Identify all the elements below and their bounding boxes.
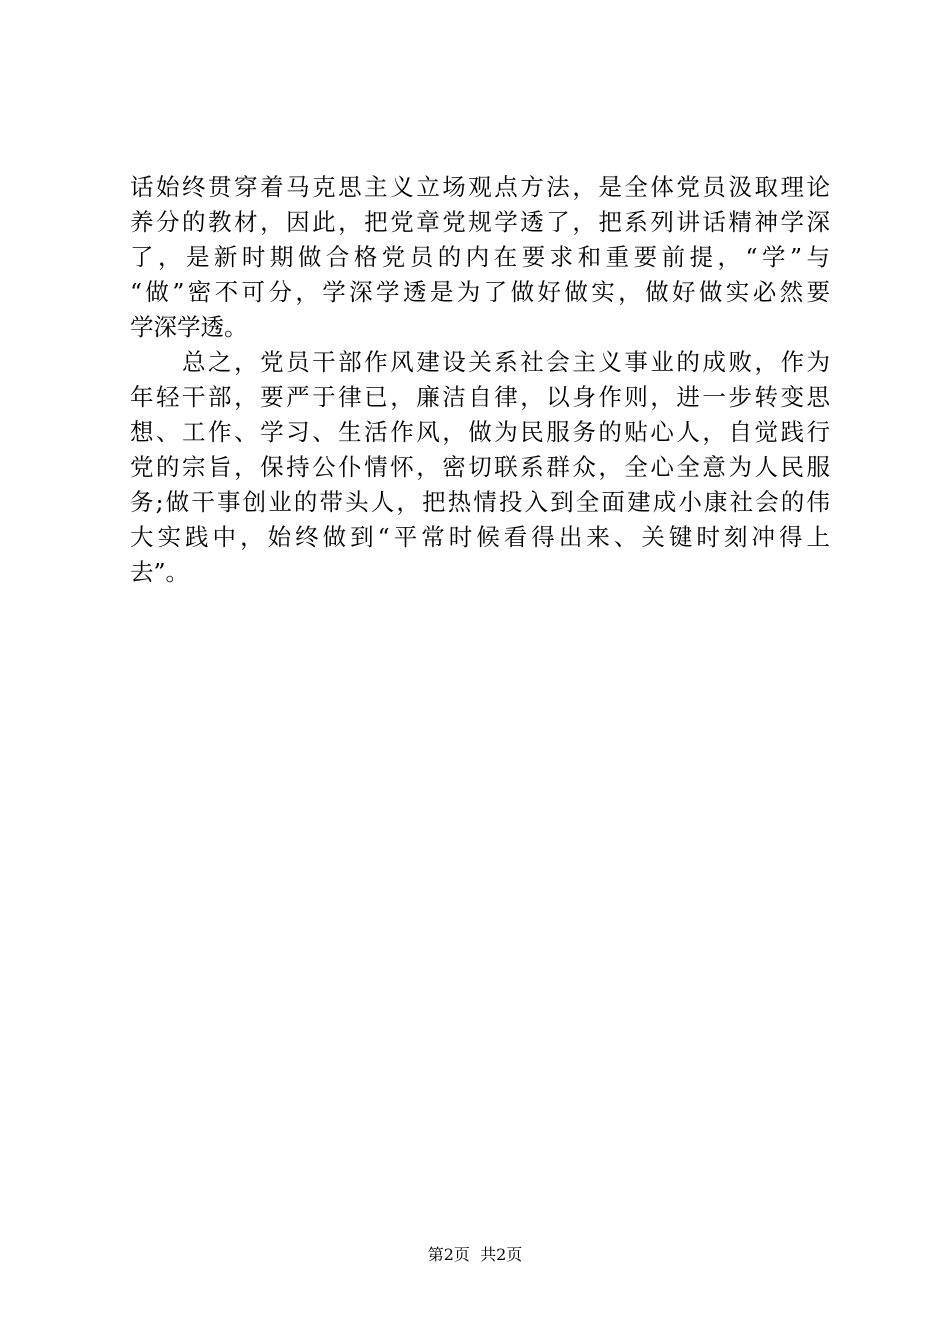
page-footer: 第2页 共2页 xyxy=(427,1245,523,1264)
text-line: 养分的教材，因此，把党章党规学透了，把系列讲话精神学深 xyxy=(130,208,830,236)
text-line: 去”。 xyxy=(130,558,190,586)
text-line: 学深学透。 xyxy=(130,313,248,341)
text-line: 话始终贯穿着马克思主义立场观点方法，是全体党员汲取理论 xyxy=(130,173,830,201)
body-text xyxy=(130,170,830,590)
text-line: 总之，党员干部作风建设关系社会主义事业的成败，作为 xyxy=(130,348,830,376)
text-line: 了，是新时期做合格党员的内在要求和重要前提，“学”与 xyxy=(130,243,830,271)
text-line: 想、工作、学习、生活作风，做为民服务的贴心人，自觉践行 xyxy=(130,418,830,446)
text-line: 务;做干事创业的带头人，把热情投入到全面建成小康社会的伟 xyxy=(130,488,830,516)
text-line: “做”密不可分，学深学透是为了做好做实，做好做实必然要 xyxy=(130,278,830,306)
text-line: 大实践中，始终做到“平常时候看得出来、关键时刻冲得上 xyxy=(130,523,830,551)
text-line: 年轻干部，要严于律已，廉洁自律，以身作则，进一步转变思 xyxy=(130,383,830,411)
text-line: 党的宗旨，保持公仆情怀，密切联系群众，全心全意为人民服 xyxy=(130,453,830,481)
